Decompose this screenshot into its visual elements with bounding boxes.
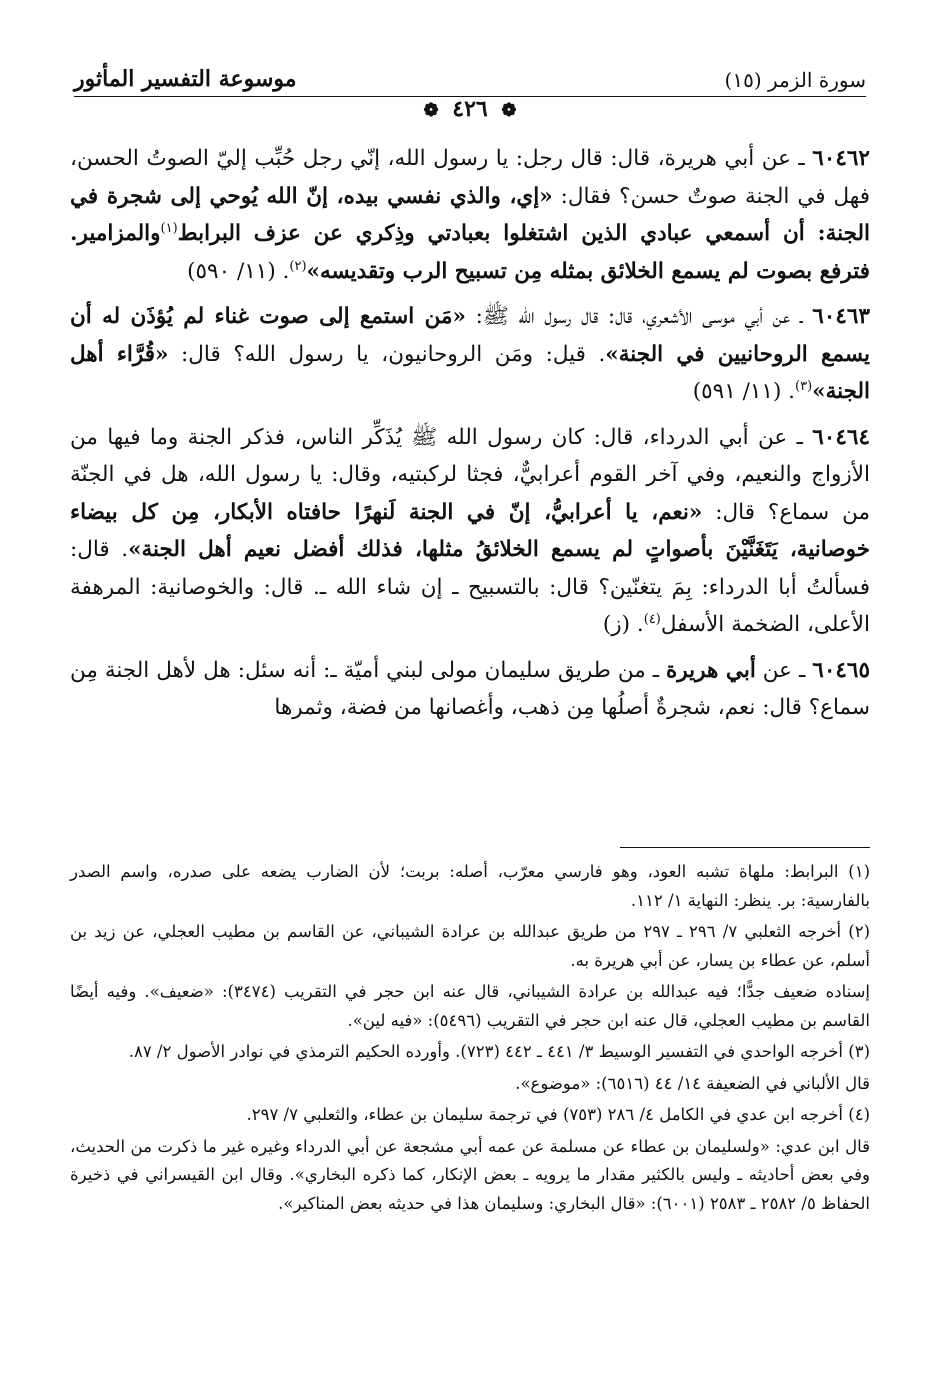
hadith-number: ٦٠٤٦٣	[812, 304, 870, 329]
footnote-ref[interactable]: (١)	[160, 220, 178, 236]
footnote-ref[interactable]: (٢)	[289, 258, 307, 274]
hadith-quote: «إي، والذي نفسي بيده، إنّ الله يُوحي إلى شجرة في الجنة: أن أسمعي عبادي الذين اشتغلوا بعبادتي وذِكري عن عزف البرابط	[70, 183, 870, 246]
hadith-number: ٦٠٤٦٢	[812, 146, 870, 171]
book-title: موسوعة التفسير المأثور	[74, 66, 297, 92]
footnotes	[70, 858, 870, 1221]
hadith-text: ـ عن أبي الدرداء، قال: كان رسول الله ﷺ يُذَكِّر الناس، فذكر الجنة وما فيها من الأزواج والنعيم، وفي آخر القوم أعرابيٌّ، فجثا لركبتيه، وقال: يا رسول الله، هل في الجنّة من سماع؟ قال:	[70, 424, 870, 525]
hadith-quote: «نعم، يا أعرابيُّ، إنّ في الجنة لَنهرًا حافتاه الأبكار، مِن كل بيضاء خوصانية، يَتَغَنَّيْنَ بأصواتٍ لم يسمع الخلائقُ مثلها، فذلك أفضل نعيم أهل الجنة»	[70, 499, 870, 562]
hadith-reference: . (ز)	[602, 612, 644, 637]
hadith-text: ـ عن أبي هريرة، قال: قال رجل: يا رسول الله، إنّي رجل حُبِّب إليّ الصوتُ الحسن، فهل في الجنة صوتٌ حسن؟ فقال:	[70, 146, 870, 209]
hadith-entry	[70, 419, 870, 644]
hadith-text: ـ من طريق سليمان مولى لبني أميّة ـ: أنه سئل: هل لأهل الجنة مِن سماع؟ قال: نعم، شجرةٌ أصلُها مِن ذهب، وأغصانها من فضة، وثمرها	[70, 657, 870, 720]
hadith-reference: . (١١/ ٥٩٠)	[187, 258, 290, 284]
page-number: ٤٢٦	[452, 96, 488, 122]
footnote-separator	[620, 847, 870, 848]
hadith-text: ـ عن أبي موسى الأشعري، قال: قال رسول الله ﷺ:	[465, 304, 803, 329]
footnote-item: إسناده ضعيف جدًّا؛ فيه عبدالله بن عرادة الشيباني، قال عنه ابن حجر في التقريب (٣٤٧٤): «ضعيف». وفيه أيضًا القاسم بن مطيب العجلي، قال عنه ابن حجر في التقريب (٥٤٩٦): «فيه لين».	[70, 982, 870, 1030]
hadith-quote: «مَن استمع إلى صوت غناء لم يُؤذَن له أن يسمع الروحانيين في الجنة»	[70, 304, 870, 367]
hadith-number: ٦٠٤٦٥	[812, 657, 871, 683]
hadith-quote: والمزامير. فترفع بصوت لم يسمع الخلائق بمثله مِن تسبيح الرب وتقديسه»	[70, 221, 870, 284]
footnote-item: (٤) أخرجه ابن عدي في الكامل ٤/ ٢٨٦ (٧٥٣) في ترجمة سليمان بن عطاء، والثعلبي ٧/ ٢٩٧.	[246, 1105, 870, 1124]
footnote-ref[interactable]: (٤)	[643, 611, 661, 627]
hadith-entry	[70, 298, 870, 411]
footnote-item: (٢) أخرجه الثعلبي ٧/ ٢٩٦ ـ ٢٩٧ من طريق عبدالله بن عرادة الشيباني، عن القاسم بن مطيب العجلي، عن زيد بن أسلم، عن عطاء بن يسار، عن أبي هريرة به.	[70, 922, 871, 970]
footnote-item: (٣) أخرجه الواحدي في التفسير الوسيط ٣/ ٤٤١ ـ ٤٤٢ (٧٢٣). وأورده الحكيم الترمذي في نوادر الأصول ٢/ ٨٧.	[128, 1042, 870, 1061]
ornament-left-icon: ❁	[423, 100, 439, 121]
narrator-name: أبي هريرة	[666, 657, 756, 683]
main-text	[70, 140, 870, 735]
surah-title: سورة الزمر (١٥)	[724, 68, 866, 92]
hadith-text: . قال: فسألتُ أبا الدرداء: بِمَ يتغنّين؟ قال: بالتسبيح ـ إن شاء الله ـ. قال: والخوصانية: المرهفة الأعلى، الضخمة الأسفل	[70, 537, 870, 637]
hadith-text: ـ عن	[755, 657, 806, 683]
hadith-entry	[70, 652, 870, 727]
footnote-ref[interactable]: (٣)	[795, 378, 813, 394]
hadith-text: . قيل: ومَن الروحانيون، يا رسول الله؟ قال:	[168, 341, 606, 367]
footnote-item: (١) البرابط: ملهاة تشبه العود، وهو فارسي معرّب، أصله: بربت؛ لأن الضارب يضعه على صدره، واسم الصدر بالفارسية: بر. ينظر: النهاية ١/ ١١٢.	[70, 862, 870, 910]
hadith-number: ٦٠٤٦٤	[812, 424, 870, 450]
ornament-right-icon: ❁	[501, 100, 517, 121]
hadith-reference: . (١١/ ٥٩١)	[692, 379, 795, 404]
page-number-line	[0, 96, 940, 122]
footnote-item: قال ابن عدي: «ولسليمان بن عطاء عن مسلمة عن عمه أبي مشجعة عن أبي الدرداء وغيره غير ما ذكرت من الحديث، وفي بعض أحاديثه ـ وليس بالكثير مقدار ما يرويه ـ بعض الإنكار، كما ذكره البخاري». وقال ابن القيسراني في ذخيرة الحفاظ ٥/ ٢٥٨٢ ـ ٢٥٨٣ (٦٠٠١): «قال البخاري: وسليمان هذا في حديثه بعض المناكير».	[70, 1136, 870, 1213]
footnote-item: قال الألباني في الضعيفة ١٤/ ٤٤ (٦٥١٦): «موضوع».	[515, 1073, 870, 1093]
hadith-entry	[70, 140, 870, 290]
running-header	[74, 64, 866, 100]
hadith-quote: «قُرَّاء أهل الجنة»	[70, 341, 870, 404]
